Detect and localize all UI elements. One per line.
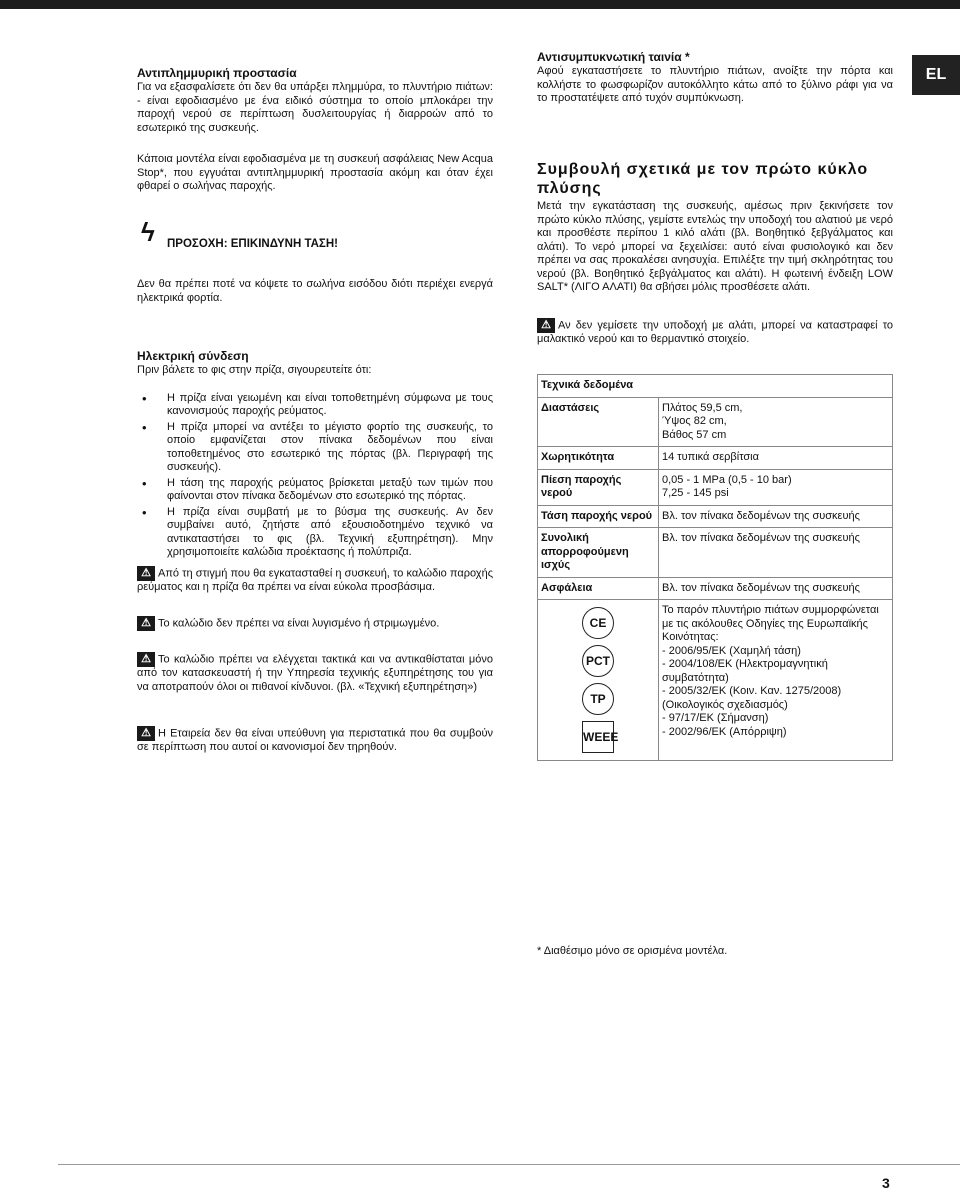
electrical-section [137, 349, 493, 562]
row-value: Βλ. τον πίνακα δεδομένων της συσκευής [659, 528, 893, 578]
warning-icon: ⚠ [137, 652, 155, 667]
row-value: 0,05 - 1 MPa (0,5 - 10 bar) 7,25 - 145 psi [659, 469, 893, 505]
table-row [538, 577, 893, 600]
bullet-item: • Η πρίζα είναι γειωμένη και είναι τοποθετημένη σύμφωνα με τους κανονισμούς παροχής ρεύματος. [137, 392, 493, 419]
bullet-item: • Η πρίζα είναι συμβατή με το βύσμα της συσκευής. Αν δεν συμβαίνει αυτό, ζητήστε από εξουσιοδοτημένο τεχνικό να αντικαταστήσει το φις (βλ. Τεχνική εξυπηρέτηση). Μην χρησιμοποιείτε καλώδια προέκτασης ή πολύπριζα. [137, 506, 493, 560]
electrical-bullets [137, 392, 493, 560]
warning-3-text: Το καλώδιο πρέπει να ελέγχεται τακτικά και να αντικαθίσταται μόνο από τον κατασκευαστή ή την Υπηρεσία τεχνικής εξυπηρέτησης του για να αποτραπούν όλοι οι πιθανοί κίνδυνοι. (βλ. «Τεχνική εξυπηρέτηση») [137, 653, 493, 693]
compliance-text: Το παρόν πλυντήριο πιάτων συμμορφώνεται με τις ακόλουθες Οδηγίες της Ευρωπαϊκής Κοινότητας: - 2006/95/ΕΚ (Χαμηλή τάση) - 2004/108/ΕΚ (Ηλεκτρομαγνητική συμβατότητα) - 2005/32/ΕΚ (Κοιν. Καν. 1275/2008) (Οικολογικός σχεδιασμός) - 97/17/ΕΚ (Σήμανση) - 2002/96/ΕΚ (Απόρριψη) [659, 600, 893, 761]
warning-3 [137, 652, 493, 694]
lightning-icon: ϟ [141, 217, 155, 247]
row-value: Πλάτος 59,5 cm, Ύψος 82 cm, Βάθος 57 cm [659, 397, 893, 447]
antifog-text: Αφού εγκαταστήσετε το πλυντήριο πιάτων, ανοίξτε την πόρτα και κολλήστε το φωσφωρίζον αυτοκόλλητο κάτω από το ξύλινο ράφι για να το προστατέψετε από τυχόν συμπύκνωση. [537, 65, 893, 104]
flood-text: Για να εξασφαλίσετε ότι δεν θα υπάρξει πλημμύρα, το πλυντήριο πιάτων: - είναι εφοδιασμένο με ένα ειδικό σύστημα το οποίο μπλοκάρει την παροχή νερού σε περίπτωση δυσλειτουργίας ή διαρροών από το εσωτερικό της συσκευής. [137, 81, 493, 134]
electrical-title: Ηλεκτρική σύνδεση [137, 349, 249, 363]
row-key: Χωρητικότητα [538, 447, 659, 470]
pct-mark-icon: PCT [582, 645, 614, 677]
warning-2 [137, 616, 493, 631]
footnote: * Διαθέσιμο μόνο σε ορισμένα μοντέλα. [537, 945, 728, 957]
antifog-title: Αντισυμπυκνωτική ταινία * [537, 50, 690, 64]
table-row [538, 528, 893, 578]
salt-warning-text: Αν δεν γεμίσετε την υποδοχή με αλάτι, μπορεί να καταστραφεί το μαλακτικό νερού και το θερμαντικό στοιχείο. [537, 319, 893, 345]
table-row [538, 375, 893, 398]
top-bar [0, 0, 960, 9]
warning-icon: ⚠ [137, 616, 155, 631]
warning-icon: ⚠ [137, 566, 155, 581]
warning-4-text: Η Εταιρεία δεν θα είναι υπεύθυνη για περιστατικά που θα συμβούν σε περίπτωση που αυτοί οι κανονισμοί δεν τηρηθούν. [137, 727, 493, 753]
language-badge: EL [912, 55, 960, 95]
warning-1-text: Από τη στιγμή που θα εγκατασταθεί η συσκευή, το καλώδιο παροχής ρεύματος και η πρίζα θα πρέπει να είναι εύκολα προσβάσιμα. [137, 567, 493, 593]
footer-rule [58, 1164, 960, 1165]
flood-title: Αντιπλημμυρική προστασία [137, 66, 297, 80]
warning-icon: ⚠ [537, 318, 555, 333]
technical-data-table [537, 374, 893, 761]
row-value: Βλ. τον πίνακα δεδομένων της συσκευής [659, 505, 893, 528]
first-cycle-title: Συμβουλή σχετικά με τον πρώτο κύκλο πλύσης [537, 161, 869, 197]
row-key: Διαστάσεις [538, 397, 659, 447]
table-title: Τεχνικά δεδομένα [538, 375, 893, 398]
table-row [538, 447, 893, 470]
weee-bin-icon: WEEE [582, 721, 614, 753]
danger-text: Δεν θα πρέπει ποτέ να κόψετε το σωλήνα εισόδου διότι περιέχει ενεργά ηλεκτρικά φορτία. [137, 278, 493, 304]
table-row [538, 397, 893, 447]
antifog-section [537, 50, 893, 106]
warning-2-text: Το καλώδιο δεν πρέπει να είναι λυγισμένο ή στριμωγμένο. [158, 617, 440, 630]
warning-1 [137, 566, 493, 595]
row-key: Ασφάλεια [538, 577, 659, 600]
bullet-item: • Η τάση της παροχής ρεύματος βρίσκεται μεταξύ των τιμών που φαίνονται στον πίνακα δεδομένων στο εσωτερικό της πόρτας. [137, 477, 493, 504]
row-key: Τάση παροχής νερού [538, 505, 659, 528]
warning-4 [137, 726, 493, 755]
row-key: Πίεση παροχής νερού [538, 469, 659, 505]
ce-mark-icon: CE [582, 607, 614, 639]
danger-text-block [137, 278, 493, 305]
table-row [538, 600, 893, 761]
table-row [538, 505, 893, 528]
row-key: Συνολική απορροφούμενη ισχύς [538, 528, 659, 578]
row-value: Βλ. τον πίνακα δεδομένων της συσκευής [659, 577, 893, 600]
certification-marks [538, 600, 659, 761]
table-row [538, 469, 893, 505]
first-cycle-section [537, 160, 893, 295]
danger-title: ΠΡΟΣΟΧΗ: ΕΠΙΚΙΝΔΥΝΗ ΤΑΣΗ! [167, 238, 338, 250]
flood-text-2: Κάποια μοντέλα είναι εφοδιασμένα με τη συσκευή ασφάλειας New Acqua Stop*, που εγγυάται αντιπλημμυρική προστασία ακόμη και όταν έχει φθαρεί ο σωλήνας παροχής. [137, 153, 493, 192]
salt-warning [537, 318, 893, 347]
bullet-item: • Η πρίζα μπορεί να αντέξει το μέγιστο φορτίο της συσκευής, το οποίο εμφανίζεται στον πίνακα δεδομένων που είναι τοποθετημένος στο εσωτερικό της πόρτας (βλ. Περιγραφή της συσκευής). [137, 421, 493, 475]
tp-mark-icon: TP [582, 683, 614, 715]
row-value: 14 τυπικά σερβίτσια [659, 447, 893, 470]
electrical-intro: Πριν βάλετε το φις στην πρίζα, σιγουρευτείτε ότι: [137, 364, 372, 376]
warning-icon: ⚠ [137, 726, 155, 741]
page-number: 3 [882, 1175, 890, 1191]
first-cycle-text: Μετά την εγκατάσταση της συσκευής, αμέσως πριν ξεκινήσετε τον πρώτο κύκλο πλύσης, γεμίστε εντελώς την υποδοχή του αλατιού με νερό και προσθέστε περίπου 1 κιλό αλάτι (βλ. Βοηθητικό ξεβγάλματος και αλάτι). Το νερό μπορεί να ξεχειλίσει: αυτό είναι φυσιολογικό και δεν πρέπει να σας προκαλέσει ανησυχία. Επιλέξτε την τιμή σκληρότητας του νερού (βλ. Βοηθητικό ξεβγάλματος και αλάτι). Η φωτεινή ένδειξη LOW SALT* (ΛΙΓΟ ΑΛΑΤΙ) θα σβήσει μόλις προσθέσετε αλάτι. [537, 200, 893, 293]
left-column [137, 66, 493, 194]
